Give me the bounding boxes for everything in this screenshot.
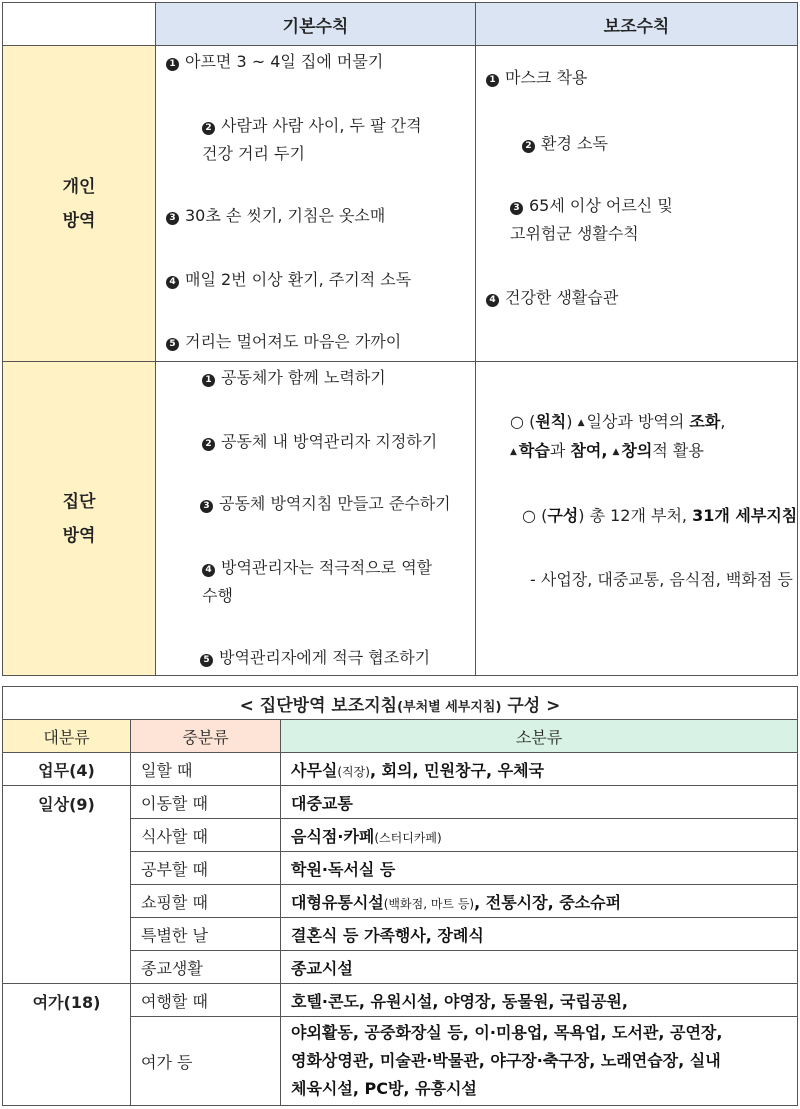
number-bullet-icon: 2 <box>202 438 215 451</box>
corner-cell <box>3 3 156 46</box>
middle-category: 종교생활 <box>131 951 281 984</box>
col-header-major: 대분류 <box>3 720 131 753</box>
major-category: 여가(18) <box>3 984 131 1106</box>
group-aux-guidelines-table <box>2 686 798 1106</box>
personal-aux-item-2: 2 환경 소독 <box>522 130 608 158</box>
prevention-rules-table <box>2 2 798 676</box>
table-row <box>3 786 798 819</box>
personal-basic-item-3: 3 30초 손 씻기, 기침은 옷소매 <box>166 202 385 230</box>
number-bullet-icon: 2 <box>522 140 535 153</box>
row-label-group <box>3 362 156 676</box>
triangle-icon: ▲ <box>612 447 620 457</box>
group-aux-examples: - 사업장, 대중교통, 음식점, 백화점 등 <box>530 570 793 589</box>
major-category: 업무(4) <box>3 753 131 786</box>
middle-category: 일할 때 <box>131 753 281 786</box>
table-row <box>3 984 798 1017</box>
personal-aux-item-1: 1 마스크 착용 <box>486 64 587 92</box>
group-aux-cell <box>476 362 798 676</box>
col-header-minor: 소분류 <box>281 720 798 753</box>
group-basic-cell <box>156 362 476 676</box>
number-bullet-icon: 1 <box>202 374 215 387</box>
personal-aux-item-4: 4 건강한 생활습관 <box>486 284 618 312</box>
group-basic-item-1: 1 공동체가 함께 노력하기 <box>202 364 386 392</box>
table-row <box>3 753 798 786</box>
group-basic-item-4: 4 방역관리자는 적극적으로 역할 수행 <box>202 558 433 605</box>
number-bullet-icon: 4 <box>166 276 179 289</box>
group-basic-item-2: 2 공동체 내 방역관리자 지정하기 <box>202 428 437 456</box>
number-bullet-icon: 3 <box>510 202 523 215</box>
personal-basic-item-5: 5 거리는 멀어져도 마음은 가까이 <box>166 328 401 356</box>
minor-category: 학원·독서실 등 <box>281 852 798 885</box>
number-bullet-icon: 4 <box>202 564 215 577</box>
minor-category: 야외활동, 공중화장실 등, 이·미용업, 목욕업, 도서관, 공연장, 영화상영관, 미술관·박물관, 야구장·축구장, 노래연습장, 실내 체육시설, PC방, 유흥시설 <box>281 1017 798 1106</box>
col-header-middle: 중분류 <box>131 720 281 753</box>
middle-category: 이동할 때 <box>131 786 281 819</box>
middle-category: 여행할 때 <box>131 984 281 1017</box>
personal-aux-cell <box>476 46 798 362</box>
number-bullet-icon: 3 <box>166 212 179 225</box>
personal-basic-item-4: 4 매일 2번 이상 환기, 주기적 소독 <box>166 266 411 294</box>
header-basic-rules: 기본수칙 <box>156 3 476 46</box>
minor-category: 결혼식 등 가족행사, 장례식 <box>281 918 798 951</box>
number-bullet-icon: 5 <box>200 654 213 667</box>
personal-basic-item-2: 2 사람과 사람 사이, 두 팔 간격 건강 거리 두기 <box>202 116 422 163</box>
personal-aux-item-3: 3 65세 이상 어르신 및 고위험군 생활수칙 <box>510 196 673 243</box>
group-label-line2: 방역 <box>62 525 96 546</box>
middle-category: 쇼핑할 때 <box>131 885 281 918</box>
middle-category: 공부할 때 <box>131 852 281 885</box>
personal-label-line1: 개인 <box>62 176 96 197</box>
minor-category: 종교시설 <box>281 951 798 984</box>
minor-category: 음식점·카페(스터디카페) <box>281 819 798 852</box>
minor-category: 사무실(직장), 회의, 민원창구, 우체국 <box>281 753 798 786</box>
personal-label-line2: 방역 <box>62 210 96 231</box>
circle-bullet-icon: ○ <box>522 506 536 525</box>
row-label-personal <box>3 46 156 362</box>
number-bullet-icon: 1 <box>166 58 179 71</box>
number-bullet-icon: 4 <box>486 294 499 307</box>
triangle-icon: ▲ <box>577 418 585 428</box>
number-bullet-icon: 1 <box>486 74 499 87</box>
number-bullet-icon: 3 <box>200 500 213 513</box>
middle-category: 식사할 때 <box>131 819 281 852</box>
group-aux-composition: ○ (구성) 총 12개 부처, 31개 세부지침 <box>522 506 798 525</box>
minor-category: 대형유통시설(백화점, 마트 등), 전통시장, 중소슈퍼 <box>281 885 798 918</box>
group-aux-principle: ○ (원칙) ▲ 일상과 방역의 조화, ▲ 학습과 참여, ▲ 창의적 활용 <box>510 412 726 460</box>
personal-basic-cell <box>156 46 476 362</box>
group-basic-item-5: 5 방역관리자에게 적극 협조하기 <box>200 644 430 672</box>
minor-category: 호텔·콘도, 유원시설, 야영장, 동물원, 국립공원, <box>281 984 798 1017</box>
major-category: 일상(9) <box>3 786 131 984</box>
group-basic-item-3: 3 공동체 방역지침 만들고 준수하기 <box>200 490 451 518</box>
triangle-icon: ▲ <box>510 447 517 457</box>
circle-bullet-icon: ○ <box>510 412 524 431</box>
header-aux-rules: 보조수칙 <box>476 3 798 46</box>
middle-category: 여가 등 <box>131 1017 281 1106</box>
middle-category: 특별한 날 <box>131 918 281 951</box>
table-title: < 집단방역 보조지침(부처별 세부지침) 구성 > <box>3 687 798 720</box>
number-bullet-icon: 5 <box>166 338 179 351</box>
minor-category: 대중교통 <box>281 786 798 819</box>
personal-basic-item-1: 1 아프면 3 ~ 4일 집에 머물기 <box>166 48 383 76</box>
number-bullet-icon: 2 <box>202 122 215 135</box>
group-label-line1: 집단 <box>62 491 96 512</box>
